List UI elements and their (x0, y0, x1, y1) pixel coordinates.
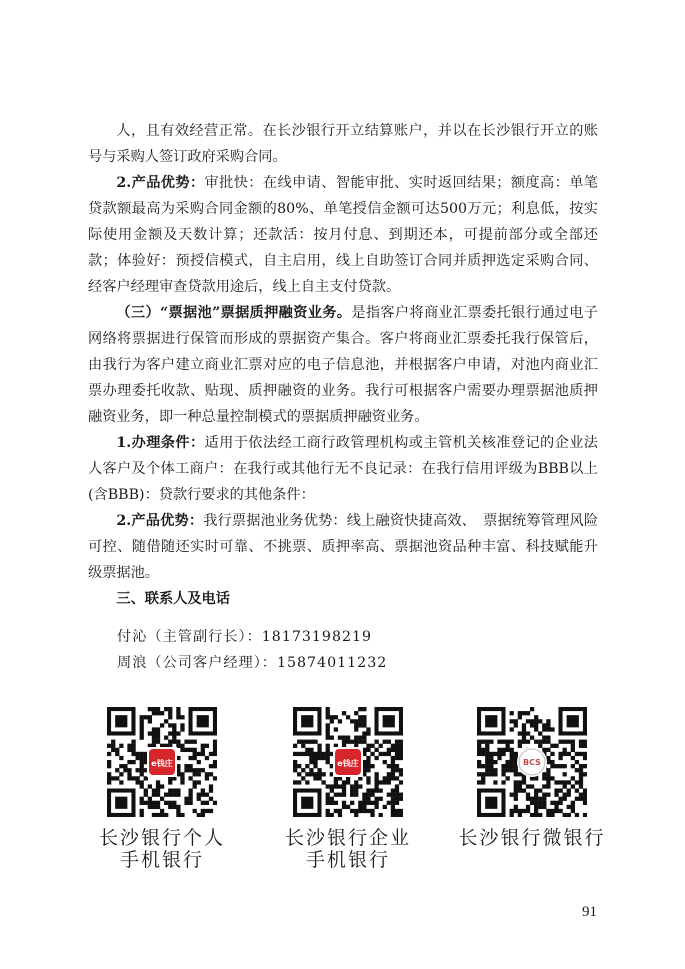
paragraph-2-text: 审批快：在线申请、智能审批、实时返回结果；额度高：单笔贷款额最高为采购合同金额的80%、单笔授信金额可达500万元；利息低，按实际使用金额及天数计算；还款活：按月付息、到期还本，可提前部分或全部还款；体验好：预授信模式，自主启用，线上自助签订合同并质押选定采购合同、经客户经理审查贷款用途后，线上自主支付贷款。 (88, 175, 598, 295)
qr-caption (72, 827, 252, 871)
contact-1: 付沁（主管副行长）：18173198219 (117, 629, 373, 645)
paragraph-2 (88, 170, 598, 300)
paragraph-1: 人，且有效经营正常。在长沙银行开立结算账户，并以在长沙银行开立的账号与采购人签订政府采购合同。 (88, 123, 598, 165)
qr-caption (258, 827, 438, 871)
paragraph-4-label: 1.办理条件： (116, 435, 205, 451)
qr-code-icon (293, 707, 403, 817)
paragraph-2-label: 2.产品优势： (116, 175, 205, 191)
qr-caption-line: 长沙银行微银行 (458, 827, 606, 849)
paragraph-3 (88, 300, 598, 430)
paragraph-3-text: 是指客户将商业汇票委托银行通过电子网络将票据进行保管而形成的票据资产集合。客户将商业汇票委托我行保管后，由我行为客户建立商业汇票对应的电子信息池，并根据客户申请，对池内商业汇票办理委托收款、贴现、质押融资的业务。我行可根据客户需要办理票据池质押融资业务，即一种总量控制模式的票据质押融资业务。 (88, 305, 598, 425)
contact-2: 周浪（公司客户经理）：15874011232 (117, 655, 388, 671)
svg-text:e钱庄: e钱庄 (151, 759, 173, 768)
paragraph-5 (88, 508, 598, 586)
section-heading-contacts: 三、联系人及电话 (116, 591, 230, 607)
qr-wechat-banking (442, 707, 622, 849)
qr-caption-line: 手机银行 (305, 849, 390, 871)
qr-caption-line: 长沙银行企业 (284, 827, 411, 849)
qr-personal-mobile-banking (72, 707, 252, 871)
page-number: 91 (582, 904, 597, 920)
paragraph-5-text: 我行票据池业务优势：线上融资快捷高效、 票据统筹管理风险可控、随借随还实时可靠、不挑票、质押率高、票据池资品种丰富、科技赋能升级票据池。 (88, 513, 599, 581)
qr-caption-line: 长沙银行个人 (98, 827, 225, 849)
paragraph-4 (88, 430, 598, 508)
paragraph-4-text: 适用于依法经工商行政管理机构或主管机关核准登记的企业法人客户及个体工商户：在我行或其他行无不良记录：在我行信用评级为BBB以上(含BBB)：贷款行要求的其他条件： (88, 435, 598, 503)
qr-corporate-mobile-banking (258, 707, 438, 871)
qr-caption (442, 827, 622, 849)
qr-caption-line: 手机银行 (119, 849, 204, 871)
paragraph-3-label: （三）“票据池”票据质押融资业务。 (116, 305, 352, 321)
body-text (88, 118, 598, 612)
svg-text:e钱庄: e钱庄 (337, 759, 359, 768)
qr-code-icon (477, 707, 587, 817)
paragraph-5-label: 2.产品优势： (116, 513, 204, 529)
svg-text:BCS: BCS (523, 758, 541, 767)
qr-code-icon (107, 707, 217, 817)
